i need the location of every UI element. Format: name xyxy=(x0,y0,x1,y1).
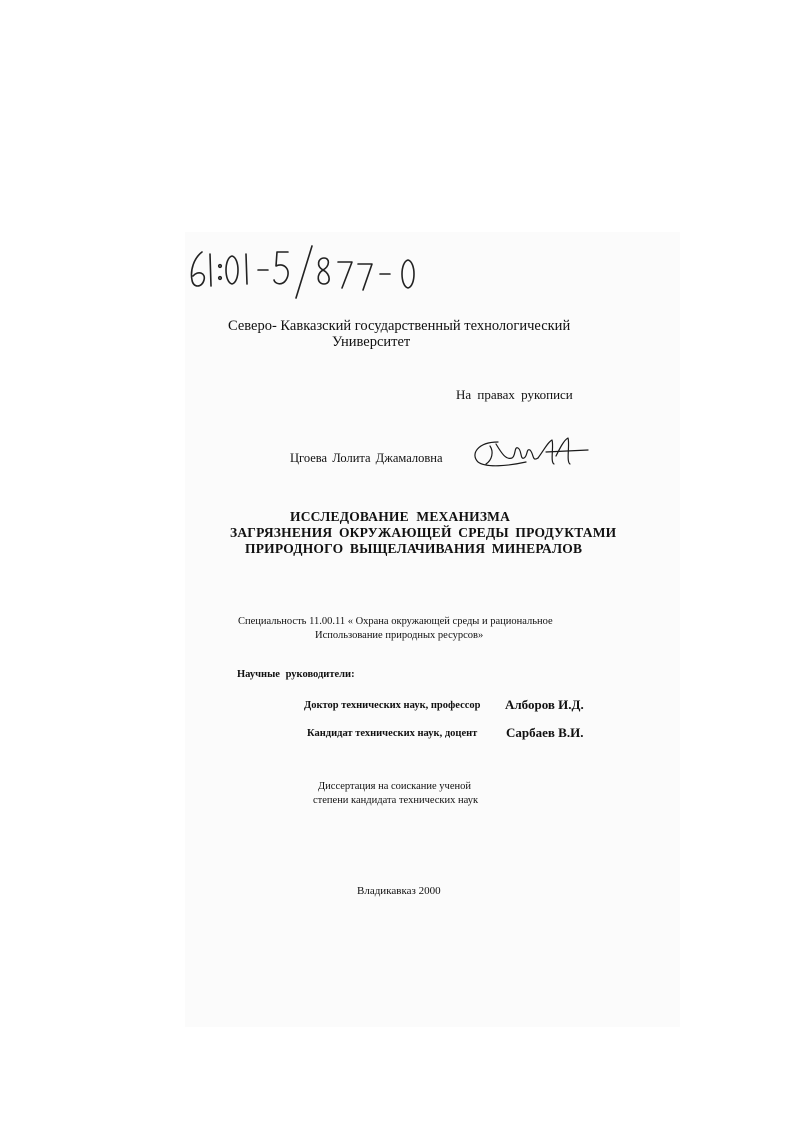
university-name-line1: Северо- Кавказский государственный технологический xyxy=(228,318,571,334)
university-name-line2: Университет xyxy=(332,334,411,350)
city-year: Владикавказ 2000 xyxy=(357,885,441,897)
dissertation-degree-line1: Диссертация на соискание ученой xyxy=(318,781,471,792)
author-name: Цгоева Лолита Джамаловна xyxy=(290,451,443,465)
specialty-line2: Использование природных ресурсов» xyxy=(315,630,484,641)
advisor-2-title: Кандидат технических наук, доцент xyxy=(307,728,478,739)
dissertation-title-line3: ПРИРОДНОГО ВЫЩЕЛАЧИВАНИЯ МИНЕРАЛОВ xyxy=(245,541,583,556)
advisors-label: Научные руководители: xyxy=(237,669,355,680)
dissertation-title-line2: ЗАГРЯЗНЕНИЯ ОКРУЖАЮЩЕЙ СРЕДЫ ПРОДУКТАМИ xyxy=(230,525,617,540)
advisor-1-name: Алборов И.Д. xyxy=(505,697,584,712)
dissertation-title-line1: ИССЛЕДОВАНИЕ МЕХАНИЗМА xyxy=(290,509,511,524)
dissertation-degree-line2: степени кандидата технических наук xyxy=(313,795,479,806)
advisor-2-name: Сарбаев В.И. xyxy=(506,725,584,740)
advisor-1-title: Доктор технических наук, профессор xyxy=(304,700,481,711)
specialty-line1: Специальность 11.00.11 « Охрана окружающей среды и рациональное xyxy=(238,616,553,627)
svg-text:61:01-5/877-0: 61:01-5/877-0 xyxy=(180,240,186,241)
author-signature xyxy=(468,432,593,472)
handwritten-catalog-code xyxy=(180,240,440,300)
manuscript-rights-note: На правах рукописи xyxy=(456,387,573,402)
